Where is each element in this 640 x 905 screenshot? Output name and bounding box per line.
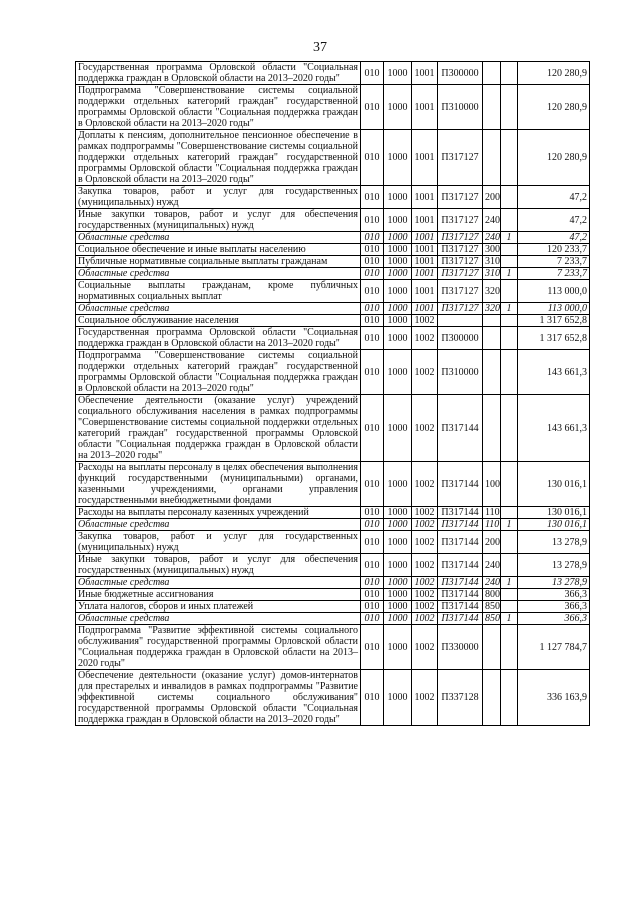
section-code-cell: 1000 xyxy=(384,601,412,613)
source-code-cell xyxy=(501,601,518,613)
department-code-cell: 010 xyxy=(361,315,384,327)
source-code-cell: 1 xyxy=(501,613,518,625)
expense-type-cell: 110 xyxy=(483,507,501,519)
department-code-cell: 010 xyxy=(361,589,384,601)
department-code-cell: 010 xyxy=(361,670,384,726)
section-code-cell: 1000 xyxy=(384,350,412,395)
expense-type-cell xyxy=(483,130,501,186)
subsection-code-cell: 1001 xyxy=(412,62,438,85)
expense-type-cell: 850 xyxy=(483,613,501,625)
department-code-cell: 010 xyxy=(361,625,384,670)
amount-cell: 7 233,7 xyxy=(518,256,590,268)
target-article-cell: П317144 xyxy=(438,507,483,519)
expense-type-cell xyxy=(483,395,501,462)
amount-cell: 13 278,9 xyxy=(518,577,590,589)
expense-name-cell: Государственная программа Орловской области "Социальная поддержка граждан в Орловской области на 2013–2020 годы" xyxy=(76,62,361,85)
amount-cell: 120 280,9 xyxy=(518,130,590,186)
amount-cell: 120 233,7 xyxy=(518,244,590,256)
table-row xyxy=(76,327,590,350)
source-code-cell xyxy=(501,244,518,256)
target-article-cell: П300000 xyxy=(438,327,483,350)
target-article-cell: П317144 xyxy=(438,531,483,554)
target-article-cell: П317127 xyxy=(438,209,483,232)
table-row xyxy=(76,244,590,256)
expense-type-cell xyxy=(483,670,501,726)
target-article-cell: П317144 xyxy=(438,589,483,601)
expense-type-cell: 850 xyxy=(483,601,501,613)
source-code-cell xyxy=(501,186,518,209)
expense-name-cell: Подпрограмма "Совершенствование системы социальной поддержки отдельных категорий граждан" государственной программы Орловской области "Социальная поддержка граждан в Орловской области на 2013–2020 годы" xyxy=(76,350,361,395)
target-article-cell: П317144 xyxy=(438,554,483,577)
expense-name-cell: Закупка товаров, работ и услуг для государственных (муниципальных) нужд xyxy=(76,186,361,209)
amount-cell: 120 280,9 xyxy=(518,85,590,130)
source-code-cell xyxy=(501,395,518,462)
source-code-cell: 1 xyxy=(501,268,518,280)
target-article-cell: П337128 xyxy=(438,670,483,726)
table-row xyxy=(76,519,590,531)
source-code-cell xyxy=(501,670,518,726)
expense-name-cell: Социальные выплаты гражданам, кроме публичных нормативных социальных выплат xyxy=(76,280,361,303)
amount-cell: 130 016,1 xyxy=(518,462,590,507)
expense-name-cell: Иные бюджетные ассигнования xyxy=(76,589,361,601)
target-article-cell: П300000 xyxy=(438,62,483,85)
subsection-code-cell: 1001 xyxy=(412,232,438,244)
table-row xyxy=(76,613,590,625)
table-row xyxy=(76,268,590,280)
target-article-cell: П317144 xyxy=(438,519,483,531)
budget-table-body xyxy=(76,62,590,726)
expense-type-cell: 300 xyxy=(483,244,501,256)
department-code-cell: 010 xyxy=(361,62,384,85)
table-row xyxy=(76,186,590,209)
amount-cell: 113 000,0 xyxy=(518,280,590,303)
table-row xyxy=(76,462,590,507)
subsection-code-cell: 1002 xyxy=(412,625,438,670)
table-row xyxy=(76,577,590,589)
subsection-code-cell: 1001 xyxy=(412,256,438,268)
amount-cell: 47,2 xyxy=(518,186,590,209)
table-row xyxy=(76,303,590,315)
department-code-cell: 010 xyxy=(361,531,384,554)
department-code-cell: 010 xyxy=(361,350,384,395)
table-row xyxy=(76,130,590,186)
section-code-cell: 1000 xyxy=(384,244,412,256)
section-code-cell: 1000 xyxy=(384,554,412,577)
target-article-cell: П310000 xyxy=(438,85,483,130)
section-code-cell: 1000 xyxy=(384,327,412,350)
expense-type-cell xyxy=(483,85,501,130)
expense-name-cell: Областные средства xyxy=(76,613,361,625)
amount-cell: 130 016,1 xyxy=(518,507,590,519)
source-code-cell xyxy=(501,130,518,186)
expense-type-cell: 240 xyxy=(483,209,501,232)
amount-cell: 13 278,9 xyxy=(518,554,590,577)
subsection-code-cell: 1001 xyxy=(412,85,438,130)
expense-type-cell xyxy=(483,625,501,670)
source-code-cell: 1 xyxy=(501,577,518,589)
expense-name-cell: Иные закупки товаров, работ и услуг для обеспечения государственных (муниципальных) нужд xyxy=(76,209,361,232)
subsection-code-cell: 1002 xyxy=(412,327,438,350)
expense-name-cell: Социальное обеспечение и иные выплаты населению xyxy=(76,244,361,256)
expense-type-cell: 110 xyxy=(483,519,501,531)
section-code-cell: 1000 xyxy=(384,256,412,268)
amount-cell: 336 163,9 xyxy=(518,670,590,726)
expense-name-cell: Областные средства xyxy=(76,268,361,280)
table-row xyxy=(76,315,590,327)
section-code-cell: 1000 xyxy=(384,589,412,601)
table-row xyxy=(76,625,590,670)
expense-type-cell: 240 xyxy=(483,577,501,589)
source-code-cell: 1 xyxy=(501,519,518,531)
section-code-cell: 1000 xyxy=(384,268,412,280)
amount-cell: 130 016,1 xyxy=(518,519,590,531)
amount-cell: 7 233,7 xyxy=(518,268,590,280)
budget-table xyxy=(75,61,590,726)
source-code-cell xyxy=(501,85,518,130)
table-row xyxy=(76,350,590,395)
table-row xyxy=(76,209,590,232)
section-code-cell: 1000 xyxy=(384,462,412,507)
target-article-cell: П317127 xyxy=(438,130,483,186)
subsection-code-cell: 1002 xyxy=(412,589,438,601)
section-code-cell: 1000 xyxy=(384,209,412,232)
target-article-cell: П317127 xyxy=(438,256,483,268)
amount-cell: 143 661,3 xyxy=(518,350,590,395)
subsection-code-cell: 1002 xyxy=(412,531,438,554)
subsection-code-cell: 1002 xyxy=(412,613,438,625)
expense-name-cell: Подпрограмма "Развитие эффективной системы социального обслуживания" государственной программы Орловской области "Социальная поддержка граждан в Орловской области на 2013–2020 годы" xyxy=(76,625,361,670)
table-row xyxy=(76,280,590,303)
expense-type-cell: 200 xyxy=(483,186,501,209)
expense-type-cell xyxy=(483,315,501,327)
subsection-code-cell: 1002 xyxy=(412,395,438,462)
department-code-cell: 010 xyxy=(361,130,384,186)
subsection-code-cell: 1001 xyxy=(412,303,438,315)
source-code-cell xyxy=(501,462,518,507)
subsection-code-cell: 1002 xyxy=(412,670,438,726)
subsection-code-cell: 1002 xyxy=(412,554,438,577)
table-row xyxy=(76,62,590,85)
expense-name-cell: Публичные нормативные социальные выплаты гражданам xyxy=(76,256,361,268)
department-code-cell: 010 xyxy=(361,256,384,268)
source-code-cell xyxy=(501,62,518,85)
source-code-cell xyxy=(501,327,518,350)
expense-name-cell: Государственная программа Орловской области "Социальная поддержка граждан в Орловской области на 2013–2020 годы" xyxy=(76,327,361,350)
section-code-cell: 1000 xyxy=(384,395,412,462)
subsection-code-cell: 1001 xyxy=(412,186,438,209)
target-article-cell: П317144 xyxy=(438,601,483,613)
department-code-cell: 010 xyxy=(361,232,384,244)
expense-type-cell: 320 xyxy=(483,303,501,315)
expense-name-cell: Расходы на выплаты персоналу в целях обеспечения выполнения функций государственными (муниципальными) органами, казенными учреждениями, органами управления государственными внебюджетными фондами xyxy=(76,462,361,507)
department-code-cell: 010 xyxy=(361,244,384,256)
section-code-cell: 1000 xyxy=(384,62,412,85)
table-row xyxy=(76,232,590,244)
source-code-cell xyxy=(501,554,518,577)
table-row xyxy=(76,256,590,268)
subsection-code-cell: 1002 xyxy=(412,462,438,507)
expense-name-cell: Доплаты к пенсиям, дополнительное пенсионное обеспечение в рамках подпрограммы "Совершенствование системы социальной поддержки отдельных категорий граждан" государственной программы Орловской области "Социальная поддержка граждан в Орловской области на 2013–2020 годы" xyxy=(76,130,361,186)
section-code-cell: 1000 xyxy=(384,303,412,315)
department-code-cell: 010 xyxy=(361,395,384,462)
source-code-cell xyxy=(501,531,518,554)
expense-name-cell: Социальное обслуживание населения xyxy=(76,315,361,327)
target-article-cell: П317127 xyxy=(438,280,483,303)
section-code-cell: 1000 xyxy=(384,625,412,670)
department-code-cell: 010 xyxy=(361,186,384,209)
subsection-code-cell: 1002 xyxy=(412,519,438,531)
table-row xyxy=(76,670,590,726)
section-code-cell: 1000 xyxy=(384,85,412,130)
subsection-code-cell: 1001 xyxy=(412,209,438,232)
department-code-cell: 010 xyxy=(361,268,384,280)
section-code-cell: 1000 xyxy=(384,130,412,186)
department-code-cell: 010 xyxy=(361,209,384,232)
expense-type-cell: 100 xyxy=(483,462,501,507)
target-article-cell: П317144 xyxy=(438,395,483,462)
amount-cell: 366,3 xyxy=(518,613,590,625)
subsection-code-cell: 1002 xyxy=(412,601,438,613)
amount-cell: 47,2 xyxy=(518,232,590,244)
expense-type-cell: 800 xyxy=(483,589,501,601)
subsection-code-cell: 1002 xyxy=(412,350,438,395)
target-article-cell: П317127 xyxy=(438,244,483,256)
expense-name-cell: Обеспечение деятельности (оказание услуг) домов-интернатов для престарелых и инвалидов в рамках подпрограммы "Развитие эффективной системы социального обслуживания" государственной программы Орловской области "Социальная поддержка граждан в Орловской области на 2013–2020 годы" xyxy=(76,670,361,726)
section-code-cell: 1000 xyxy=(384,613,412,625)
expense-type-cell xyxy=(483,327,501,350)
source-code-cell xyxy=(501,280,518,303)
table-row xyxy=(76,395,590,462)
table-row xyxy=(76,554,590,577)
target-article-cell: П317144 xyxy=(438,613,483,625)
section-code-cell: 1000 xyxy=(384,280,412,303)
source-code-cell xyxy=(501,209,518,232)
amount-cell: 366,3 xyxy=(518,601,590,613)
subsection-code-cell: 1001 xyxy=(412,130,438,186)
amount-cell: 1 317 652,8 xyxy=(518,327,590,350)
expense-type-cell xyxy=(483,62,501,85)
expense-type-cell: 310 xyxy=(483,268,501,280)
expense-type-cell: 200 xyxy=(483,531,501,554)
table-row xyxy=(76,531,590,554)
department-code-cell: 010 xyxy=(361,280,384,303)
expense-name-cell: Обеспечение деятельности (оказание услуг) учреждений социального обслуживания населения в рамках подпрограммы "Совершенствование системы социальной поддержки отдельных категорий граждан" государственной программы Орловской области "Социальная поддержка граждан в Орловской области на 2013–2020 годы" xyxy=(76,395,361,462)
department-code-cell: 010 xyxy=(361,519,384,531)
amount-cell: 143 661,3 xyxy=(518,395,590,462)
target-article-cell: П317144 xyxy=(438,462,483,507)
table-row xyxy=(76,85,590,130)
target-article-cell: П330000 xyxy=(438,625,483,670)
department-code-cell: 010 xyxy=(361,327,384,350)
source-code-cell xyxy=(501,625,518,670)
expense-name-cell: Подпрограмма "Совершенствование системы социальной поддержки отдельных категорий граждан" государственной программы Орловской области "Социальная поддержка граждан в Орловской области на 2013–2020 годы" xyxy=(76,85,361,130)
subsection-code-cell: 1002 xyxy=(412,315,438,327)
expense-type-cell: 310 xyxy=(483,256,501,268)
department-code-cell: 010 xyxy=(361,601,384,613)
subsection-code-cell: 1001 xyxy=(412,244,438,256)
section-code-cell: 1000 xyxy=(384,315,412,327)
source-code-cell: 1 xyxy=(501,303,518,315)
section-code-cell: 1000 xyxy=(384,670,412,726)
section-code-cell: 1000 xyxy=(384,507,412,519)
table-row xyxy=(76,507,590,519)
expense-type-cell: 240 xyxy=(483,232,501,244)
department-code-cell: 010 xyxy=(361,85,384,130)
department-code-cell: 010 xyxy=(361,613,384,625)
subsection-code-cell: 1002 xyxy=(412,507,438,519)
amount-cell: 47,2 xyxy=(518,209,590,232)
page-number: 37 xyxy=(313,40,327,55)
subsection-code-cell: 1001 xyxy=(412,268,438,280)
amount-cell: 1 127 784,7 xyxy=(518,625,590,670)
target-article-cell xyxy=(438,315,483,327)
source-code-cell xyxy=(501,507,518,519)
department-code-cell: 010 xyxy=(361,462,384,507)
source-code-cell xyxy=(501,256,518,268)
source-code-cell: 1 xyxy=(501,232,518,244)
target-article-cell: П317127 xyxy=(438,232,483,244)
table-row xyxy=(76,589,590,601)
expense-type-cell: 320 xyxy=(483,280,501,303)
target-article-cell: П317127 xyxy=(438,303,483,315)
section-code-cell: 1000 xyxy=(384,531,412,554)
expense-name-cell: Уплата налогов, сборов и иных платежей xyxy=(76,601,361,613)
expense-name-cell: Иные закупки товаров, работ и услуг для обеспечения государственных (муниципальных) нужд xyxy=(76,554,361,577)
expense-name-cell: Областные средства xyxy=(76,519,361,531)
amount-cell: 366,3 xyxy=(518,589,590,601)
section-code-cell: 1000 xyxy=(384,186,412,209)
expense-type-cell: 240 xyxy=(483,554,501,577)
source-code-cell xyxy=(501,589,518,601)
section-code-cell: 1000 xyxy=(384,519,412,531)
expense-name-cell: Расходы на выплаты персоналу казенных учреждений xyxy=(76,507,361,519)
target-article-cell: П317127 xyxy=(438,268,483,280)
subsection-code-cell: 1002 xyxy=(412,577,438,589)
expense-name-cell: Закупка товаров, работ и услуг для государственных (муниципальных) нужд xyxy=(76,531,361,554)
department-code-cell: 010 xyxy=(361,577,384,589)
target-article-cell: П317127 xyxy=(438,186,483,209)
expense-name-cell: Областные средства xyxy=(76,577,361,589)
amount-cell: 1 317 652,8 xyxy=(518,315,590,327)
expense-type-cell xyxy=(483,350,501,395)
amount-cell: 113 000,0 xyxy=(518,303,590,315)
source-code-cell xyxy=(501,350,518,395)
amount-cell: 120 280,9 xyxy=(518,62,590,85)
table-row xyxy=(76,601,590,613)
department-code-cell: 010 xyxy=(361,507,384,519)
target-article-cell: П317144 xyxy=(438,577,483,589)
section-code-cell: 1000 xyxy=(384,232,412,244)
section-code-cell: 1000 xyxy=(384,577,412,589)
target-article-cell: П310000 xyxy=(438,350,483,395)
expense-name-cell: Областные средства xyxy=(76,232,361,244)
source-code-cell xyxy=(501,315,518,327)
subsection-code-cell: 1001 xyxy=(412,280,438,303)
department-code-cell: 010 xyxy=(361,303,384,315)
amount-cell: 13 278,9 xyxy=(518,531,590,554)
department-code-cell: 010 xyxy=(361,554,384,577)
expense-name-cell: Областные средства xyxy=(76,303,361,315)
